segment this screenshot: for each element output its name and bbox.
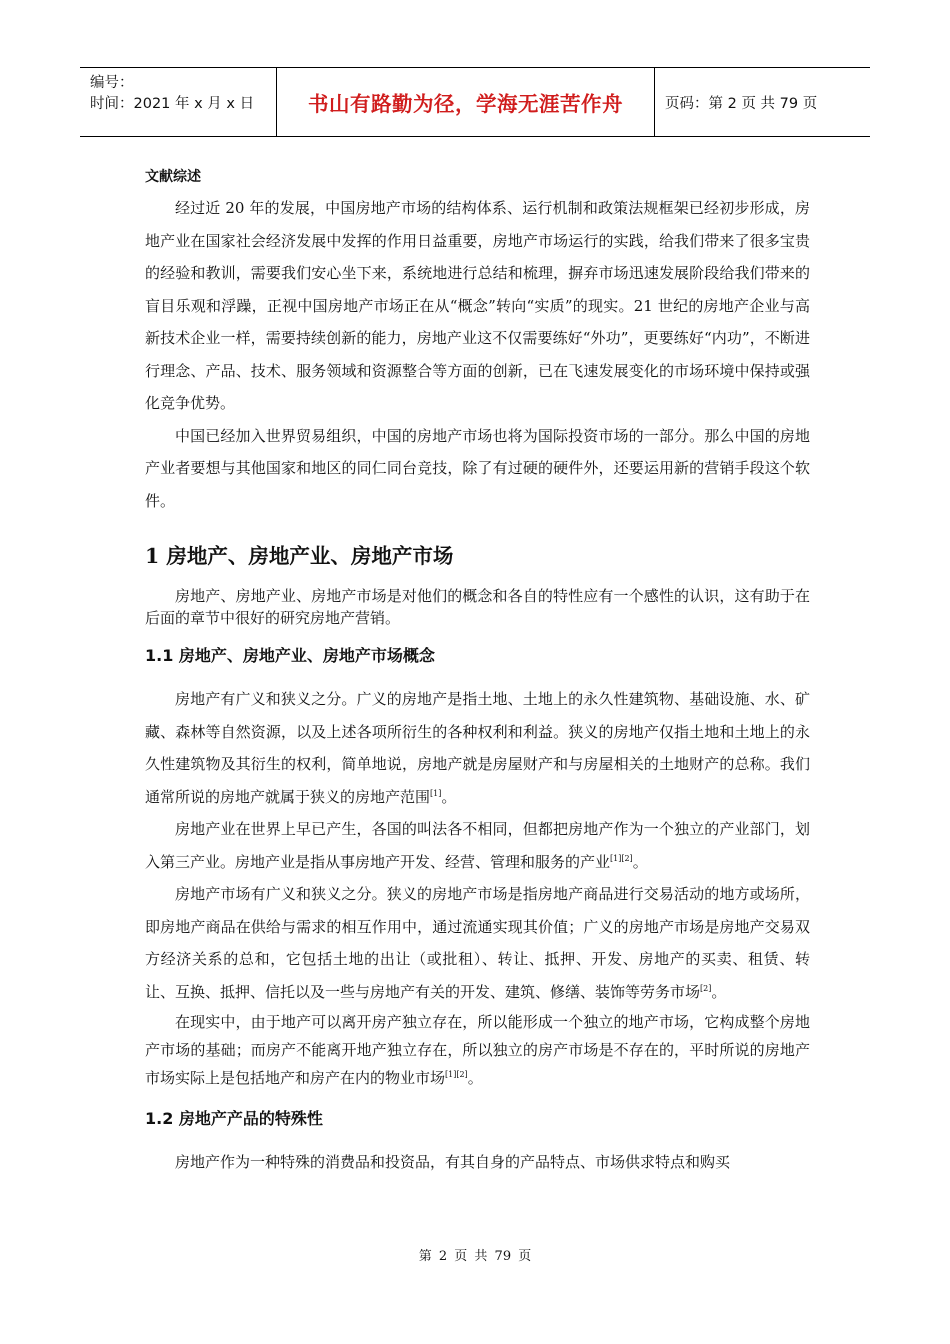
citation-ref: [2] <box>700 983 712 993</box>
paragraph-end: 。 <box>711 982 727 1001</box>
page-header <box>80 67 870 137</box>
header-meta <box>80 68 277 136</box>
paragraph-text: 房地产业在世界上早已产生，各国的叫法各不相同，但都把房地产作为一个独立的产业部门，划入第三产业。房地产业是指从事房地产开发、经营、管理和服务的产业 <box>145 820 810 871</box>
header-motto: 书山有路勤为径，学海无涯苦作舟 <box>277 68 655 136</box>
subsection-heading: 1.1 房地产、房地产业、房地产市场概念 <box>145 646 435 665</box>
paragraph <box>145 878 810 1008</box>
document-date: 时间：2021 年 x 月 x 日 <box>90 96 255 112</box>
paragraph-end: 。 <box>441 787 457 806</box>
section-heading: 1 房地产、房地产业、房地产市场 <box>145 544 454 568</box>
subsection-heading: 1.2 房地产产品的特殊性 <box>145 1109 323 1128</box>
paragraph-end: 。 <box>467 1069 483 1087</box>
paragraph: 房地产、房地产业、房地产市场是对他们的概念和各自的特性应有一个感性的认识，这有助于在后面的章节中很好的研究房地产营销。 <box>145 587 810 627</box>
literature-review-title: 文献综述 <box>145 169 201 185</box>
document-number-label: 编号： <box>90 75 134 91</box>
paragraph <box>145 813 810 878</box>
page-footer: 第 2 页 共 79 页 <box>418 1249 532 1264</box>
citation-ref: [1] <box>430 788 442 798</box>
paragraph <box>145 1008 810 1092</box>
document-body <box>145 165 810 1179</box>
paragraph-text: 房地产市场有广义和狭义之分。狭义的房地产市场是指房地产商品进行交易活动的地方或场所，即房地产商品在供给与需求的相互作用中，通过流通实现其价值；广义的房地产市场是房地产交易双方经济关系的总和，它包括土地的出让（或批租）、转让、抵押、开发、房地产的买卖、租赁、转让、互换、抵押、信托以及一些与房地产有关的开发、建筑、修缮、装饰等劳务市场 <box>145 885 810 1001</box>
citation-ref: [1][2] <box>445 1070 468 1079</box>
paragraph: 房地产作为一种特殊的消费品和投资品，有其自身的产品特点、市场供求特点和购买 <box>175 1153 731 1171</box>
paragraph-text: 房地产有广义和狭义之分。广义的房地产是指土地、土地上的永久性建筑物、基础设施、水、矿藏、森林等自然资源，以及上述各项所衍生的各种权利和利益。狭义的房地产仅指土地和土地上的永久性建筑物及其衍生的权利，简单地说，房地产就是房屋财产和与房屋相关的土地财产的总称。我们通常所说的房地产就属于狭义的房地产范围 <box>145 690 810 806</box>
paragraph: 经过近 20 年的发展，中国房地产市场的结构体系、运行机制和政策法规框架已经初步形成，房地产业在国家社会经济发展中发挥的作用日益重要，房地产市场运行的实践，给我们带来了很多宝贵的经验和教训，需要我们安心坐下来，系统地进行总结和梳理，摒弃市场迅速发展阶段给我们带来的盲目乐观和浮躁，正视中国房地产市场正在从“概念”转向“实质”的现实。21 世纪的房地产企业与高新技术企业一样，需要持续创新的能力，房地产业这不仅需要练好“外功”，更要练好“内功”，不断进行理念、产品、技术、服务领域和资源整合等方面的创新，已在飞速发展变化的市场环境中保持或强化竞争优势。 <box>145 199 810 412</box>
paragraph <box>145 683 810 813</box>
citation-ref: [1][2] <box>610 853 633 863</box>
paragraph-end: 。 <box>632 852 648 871</box>
paragraph-text: 在现实中，由于地产可以离开房产独立存在，所以能形成一个独立的地产市场，它构成整个房地产市场的基础；而房产不能离开地产独立存在，所以独立的房产市场是不存在的，平时所说的房地产市场实际上是包括地产和房产在内的物业市场 <box>145 1013 810 1087</box>
header-page-info: 页码：第 2 页 共 79 页 <box>665 95 818 112</box>
paragraph: 中国已经加入世界贸易组织，中国的房地产市场也将为国际投资市场的一部分。那么中国的房地产业者要想与其他国家和地区的同仁同台竞技，除了有过硬的硬件外，还要运用新的营销手段这个软件。 <box>145 426 810 510</box>
